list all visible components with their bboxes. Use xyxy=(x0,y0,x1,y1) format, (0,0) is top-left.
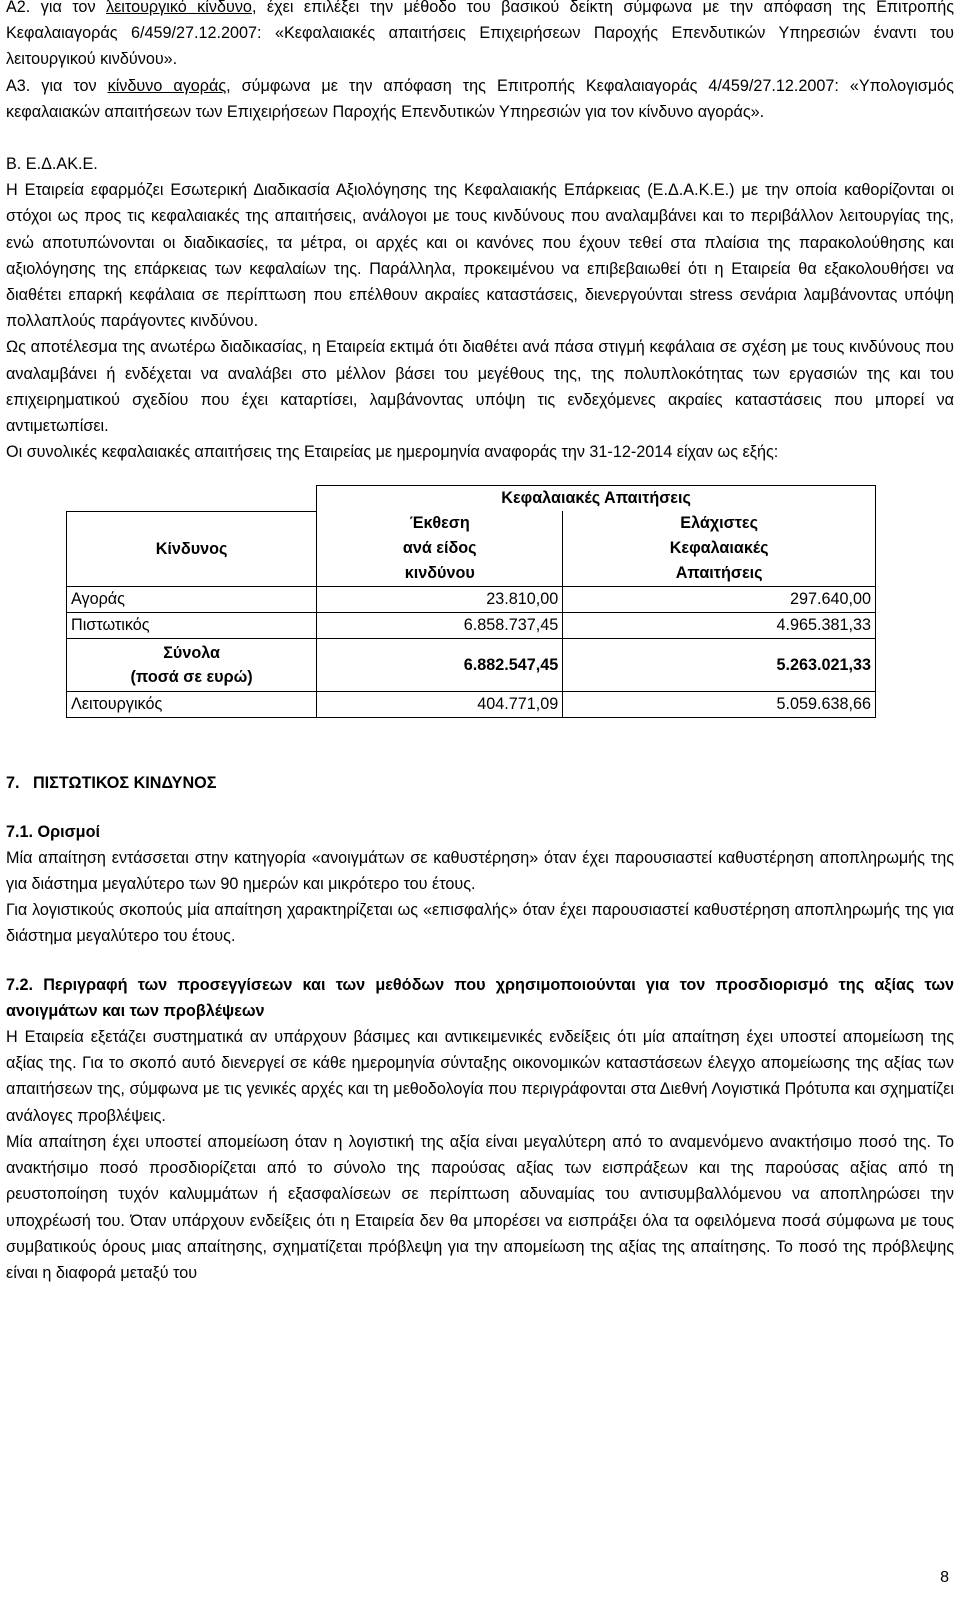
row-minimum: 297.640,00 xyxy=(563,587,876,613)
total-label-cell xyxy=(67,639,317,692)
a3-text: , σύμφωνα με την απόφαση της Επιτροπής Κεφαλαιαγοράς 4/459/27.12.2007: «Υπολογισμός κεφαλαιακών απαιτήσεων των Επιχειρήσεων Παροχής Επενδυτικών Υπηρεσιών για τον κίνδυνο αγοράς». xyxy=(6,76,954,121)
section-7-1-paragraph-2: Για λογιστικούς σκοπούς μία απαίτηση χαρακτηρίζεται ως «επισφαλής» όταν έχει παρουσιαστεί καθυστέρηση αποπληρωμής της για διάστημα μεγαλύτερο του έτους. xyxy=(6,901,954,946)
header-exposure: Έκθεση ανά είδος κινδύνου xyxy=(317,511,563,587)
spacer xyxy=(6,718,954,770)
row-risk: Αγοράς xyxy=(67,587,317,613)
a3-prefix: Α3. για τον xyxy=(6,76,108,95)
row-exposure: 23.810,00 xyxy=(317,587,563,613)
total-sublabel: (ποσά σε ευρώ) xyxy=(130,668,253,687)
row-exposure: 6.858.737,45 xyxy=(317,613,563,639)
paragraph-a2 xyxy=(6,0,954,73)
spacer xyxy=(6,797,954,819)
paragraph-a3 xyxy=(6,73,954,125)
section-b-paragraph-1: Η Εταιρεία εφαρμόζει Εσωτερική Διαδικασία Αξιολόγησης της Κεφαλαιακής Επάρκειας (Ε.Δ.Α.Κ.Ε.) με την οποία καθορίζονται οι στόχοι ως προς τις κεφαλαιακές της απαιτήσεις, ανάλογοι με τους κινδύνους που αναλαμβάνει και το περιβάλλον λειτουργίας της, ενώ αποτυπώνονται οι διαδικασίες, τα μέτρα, οι αρχές και οι κανόνες που έχουν τεθεί στα πλαίσια της παρακολούθησης και αξιολόγησης της επάρκειας των κεφαλαίων της. Παράλληλα, προκειμένου να επιβεβαιωθεί ότι η Εταιρεία θα εξακολουθήσει να διαθέτει επαρκή κεφάλαια σε περίπτωση που επέλθουν ακραίες καταστάσεις, διενεργούνται stress σενάρια λαμβάνοντας υπόψη πολλαπλούς παράγοντες κινδύνου. xyxy=(6,181,954,331)
market-risk-underlined: κίνδυνο αγοράς xyxy=(107,76,227,95)
total-minimum: 5.263.021,33 xyxy=(563,639,876,692)
page-content xyxy=(6,0,954,1286)
total-exposure: 6.882.547,45 xyxy=(317,639,563,692)
total-label: Σύνολα xyxy=(163,644,220,663)
section-7-heading: 7. ΠΙΣΤΩΤΙΚΟΣ ΚΙΝΔΥΝΟΣ xyxy=(6,774,217,793)
table-row xyxy=(67,692,876,718)
header-minimum: Ελάχιστες Κεφαλαιακές Απαιτήσεις xyxy=(563,511,876,587)
a2-text: , έχει επιλέξει την μέθοδο του βασικού δείκτη σύμφωνα με την απόφαση της Επιτροπής Κεφαλαιαγοράς 6/459/27.12.2007: «Κεφαλαιακές απαιτήσεις Επιχειρήσεων Παροχής Επενδυτικών Υπηρεσιών έναντι του λειτουργικού κινδύνου». xyxy=(6,0,954,69)
section-7-2-paragraph-2: Μία απαίτηση έχει υποστεί απομείωση όταν η λογιστική της αξία είναι μεγαλύτερη από το αναμενόμενο ανακτήσιμο ποσό της. Το ανακτήσιμο ποσό προσδιορίζεται από το σύνολο της παρούσας αξίας των εισπράξεων και της παρούσας αξίας από τη ρευστοποίηση τυχόν καλυμμάτων ή εξασφαλίσεων σε περίπτωση αδυναμίας του αντισυμβαλλόμενου να αποπληρώσει την υποχρέωσή του. Όταν υπάρχουν ενδείξεις ότι η Εταιρεία δεν θα μπορέσει να εισπράξει όλα τα οφειλόμενα ποσά σύμφωνα με τους συμβατικούς όρους μιας απαίτησης, σχηματίζεται πρόβλεψη για την απομείωση της αξίας της απαίτησης. Το ποσό της πρόβλεψης είναι η διαφορά μεταξύ του xyxy=(6,1132,954,1282)
section-7-1-heading: 7.1. Ορισμοί xyxy=(6,822,100,841)
table-header-row-1 xyxy=(67,486,876,512)
row-minimum: 5.059.638,66 xyxy=(563,692,876,718)
section-7-2-paragraph-1: Η Εταιρεία εξετάζει συστηματικά αν υπάρχουν βάσιμες και αντικειμενικές ενδείξεις ότι μία απαίτηση έχει υποστεί απομείωση της αξίας της. Για το σκοπό αυτό διενεργεί σε κάθε ημερομηνία σύνταξης οικονομικών καταστάσεων έλεγχο απομείωσης της αξίας των απαιτήσεων της, σύμφωνα με τις γενικές αρχές και τη μεθοδολογία που περιγράφονται στα Διεθνή Λογιστικά Πρότυπα και σχηματίζει ανάλογες προβλέψεις. xyxy=(6,1028,954,1125)
table-total-row xyxy=(67,639,876,692)
capital-requirements-table xyxy=(66,485,876,718)
section-b-paragraph-3: Οι συνολικές κεφαλαιακές απαιτήσεις της Εταιρείας με ημερομηνία αναφοράς την 31-12-2014 είχαν ως εξής: xyxy=(6,443,779,462)
page-number: 8 xyxy=(940,1569,949,1586)
spacer xyxy=(6,125,954,151)
row-risk: Πιστωτικός xyxy=(67,613,317,639)
group-header: Κεφαλαιακές Απαιτήσεις xyxy=(317,486,876,512)
section-7-2-heading: 7.2. Περιγραφή των προσεγγίσεων και των μεθόδων που χρησιμοποιούνται για τον προσδιορισμό της αξίας των ανοιγμάτων και των προβλέψεων xyxy=(6,975,954,1020)
section-7-1-paragraph-1: Μία απαίτηση εντάσσεται στην κατηγορία «ανοιγμάτων σε καθυστέρηση» όταν έχει παρουσιαστεί καθυστέρηση αποπληρωμής της για διάστημα μεγαλύτερο των 90 ημερών και μικρότερο του έτους. xyxy=(6,848,954,894)
operational-risk-underlined: λειτουργικό κίνδυνο xyxy=(106,0,252,16)
row-risk: Λειτουργικός xyxy=(67,692,317,718)
a2-prefix: Α2. για τον xyxy=(6,0,106,16)
section-b-paragraph-2: Ως αποτέλεσμα της ανωτέρω διαδικασίας, η Εταιρεία εκτιμά ότι διαθέτει ανά πάσα στιγμή κεφάλαια σε σχέση με τους κινδύνους που αναλαμβάνει ή ενδέχεται να αναλάβει στο μέλλον βάσει του μεγέθους της, της πολυπλοκότητας των εργασιών της και του επιχειρηματικού σχεδίου που έχει καταρτίσει, λαμβάνοντας υπόψη τις ενδεχόμενες ακραίες καταστάσεις που μπορεί να αντιμετωπίσει. xyxy=(6,338,954,436)
row-minimum: 4.965.381,33 xyxy=(563,613,876,639)
header-risk: Κίνδυνος xyxy=(67,511,317,587)
section-b-heading: Β. Ε.Δ.ΑΚ.Ε. xyxy=(6,155,98,174)
table-row xyxy=(67,613,876,639)
table-row xyxy=(67,587,876,613)
row-exposure: 404.771,09 xyxy=(317,692,563,718)
spacer xyxy=(6,950,954,972)
